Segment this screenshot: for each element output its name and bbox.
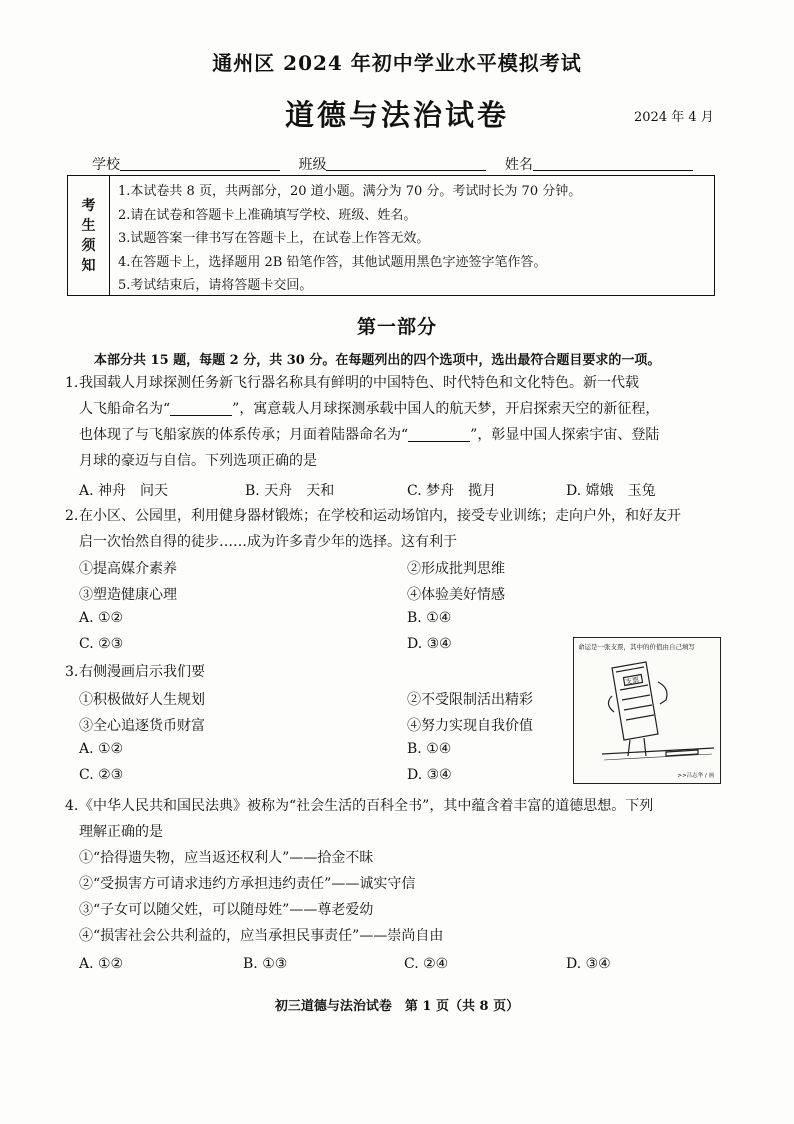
- q3-statement: ③全心追逐货币财富: [79, 718, 205, 734]
- q2-option-d[interactable]: D. ③④: [407, 636, 452, 652]
- exam-date: 2024 年 4 月: [634, 110, 714, 125]
- q1-option-a[interactable]: A. 神舟 问天: [79, 483, 169, 499]
- notice-items: [110, 176, 714, 295]
- subject-title: 道德与法治试卷: [284, 98, 509, 132]
- notice-item: 1.本试卷共 8 页，共两部分，20 道小题。满分为 70 分。考试时长为 70 分钟。: [118, 184, 582, 199]
- q4-option-b[interactable]: B. ①③: [243, 956, 288, 972]
- answer-blank: [408, 428, 470, 442]
- check-figure-icon: [574, 638, 720, 783]
- question-2: 2. 在小区、公园里，利用健身器材锻炼；在学校和运动场馆内，接受专业训练；走向户外，和好友开 启一次怡然自得的徒步……成为许多青少年的选择。这有利于: [65, 508, 681, 550]
- check-label: 支票: [624, 676, 640, 687]
- class-label: 班级: [298, 157, 327, 173]
- q1-option-b[interactable]: B. 天舟 天和: [245, 483, 335, 499]
- question-3: 3. 右侧漫画启示我们要: [65, 664, 205, 680]
- q4-statement: ④“损害社会公共利益的，应当承担民事责任”——崇尚自由: [79, 928, 444, 944]
- comic-illustration: [573, 637, 721, 784]
- q2-statement: ④体验美好情感: [407, 587, 505, 603]
- q4-option-c[interactable]: C. ②④: [404, 956, 449, 972]
- notice-item: 5.考试结束后，请将答题卡交回。: [118, 278, 313, 293]
- question-1: 1. 我国载人月球探测任务新飞行器名称具有鲜明的中国特色、时代特色和文化特色。新一代载 人飞船命名为“ ”，寓意载人月球探测承载中国人的航天梦，开启探索天空的新征程， 也体现了与飞船家族的体系传承；月面着陆器命名为“ ”，彰显中国人探索宇宙、登陆 月球的豪迈与自信。下列选项正确的是: [65, 375, 660, 469]
- answer-blank: [170, 402, 232, 416]
- part-description: 本部分共 15 题，每题 2 分，共 30 分。在每题列出的四个选项中，选出最符合题目要求的一项。: [94, 353, 661, 368]
- comic-author: >>吕志华 / 画: [677, 773, 714, 779]
- q3-option-d[interactable]: D. ③④: [407, 767, 452, 783]
- class-field[interactable]: [326, 157, 486, 171]
- comic-caption: 命运是一张支票，其中的价值由自己填写: [578, 643, 695, 651]
- q2-option-b[interactable]: B. ①④: [407, 610, 452, 626]
- q1-option-c[interactable]: C. 梦舟 揽月: [407, 483, 497, 499]
- name-label: 姓名: [504, 157, 533, 173]
- q3-statement: ④努力实现自我价值: [407, 718, 533, 734]
- q1-option-d[interactable]: D. 嫦娥 玉兔: [566, 483, 656, 499]
- q2-statement: ③塑造健康心理: [79, 587, 177, 603]
- notice-item: 4.在答题卡上，选择题用 2B 铅笔作答，其他试题用黑色字迹签字笔作答。: [118, 254, 547, 270]
- part-title: 第一部分: [356, 316, 437, 338]
- exam-notice-box: [67, 175, 715, 296]
- q4-statement: ①“拾得遗失物，应当返还权利人”——拾金不昧: [79, 850, 374, 866]
- q2-option-a[interactable]: A. ①②: [79, 610, 124, 626]
- q4-statement: ③“子女可以随父姓，可以随母姓”——尊老爱幼: [79, 902, 374, 918]
- q3-statement: ①积极做好人生规划: [79, 692, 205, 708]
- q2-statement: ②形成批判思维: [407, 561, 505, 577]
- notice-item: 3.试题答案一律书写在答题卡上，在试卷上作答无效。: [118, 231, 430, 246]
- page-footer: 初三道德与法治试卷 第 1 页（共 8 页）: [274, 999, 520, 1014]
- question-4: 4. 《中华人民共和国民法典》被称为“社会生活的百科全书”，其中蕴含着丰富的道德思想。下列 理解正确的是 ①“拾得遗失物，应当返还权利人”——拾金不昧 ②“受损害方可请求违约方承担违约责任”——诚实守信 ③“子女可以随父姓，可以随母姓”——尊老爱幼 ④“损害社会公共利益的，应当承担民事责任”——崇尚自由: [79, 793, 653, 949]
- q3-option-c[interactable]: C. ②③: [79, 767, 124, 783]
- q4-statement: ②“受损害方可请求违约方承担违约责任”——诚实守信: [79, 876, 416, 892]
- q3-option-a[interactable]: A. ①②: [79, 741, 124, 757]
- q4-option-d[interactable]: D. ③④: [566, 956, 611, 972]
- q3-statement: ②不受限制活出精彩: [407, 692, 533, 708]
- exam-title: 通州区 2024 年初中学业水平模拟考试: [212, 51, 582, 75]
- name-field[interactable]: [533, 157, 693, 171]
- student-info-fields: [92, 154, 693, 174]
- notice-label: 考 生 须 知: [68, 176, 110, 295]
- school-label: 学校: [92, 157, 120, 173]
- q2-option-c[interactable]: C. ②③: [79, 636, 124, 652]
- q3-option-b[interactable]: B. ①④: [407, 741, 452, 757]
- school-field[interactable]: [120, 157, 280, 171]
- q4-option-a[interactable]: A. ①②: [79, 956, 124, 972]
- notice-item: 2.请在试卷和答题卡上准确填写学校、班级、姓名。: [118, 207, 417, 223]
- q2-statement: ①提高媒介素养: [79, 561, 177, 577]
